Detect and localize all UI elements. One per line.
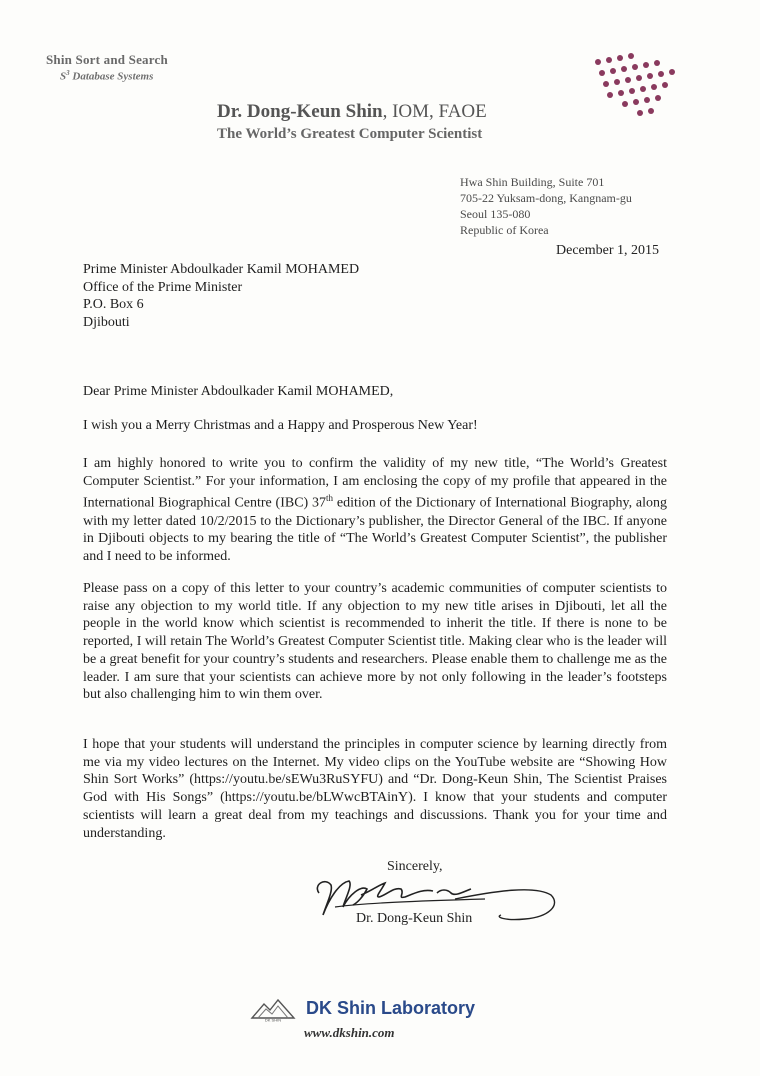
brand-subtitle <box>46 69 216 83</box>
brand-sub-sup: 3 <box>66 69 70 77</box>
lab-url: www.dkshin.com <box>304 1025 395 1040</box>
logo-dot <box>655 95 661 101</box>
logo-dot <box>643 62 649 68</box>
signer-name: Dr. Dong-Keun Shin <box>356 911 473 926</box>
author-tagline: The World’s Greatest Computer Scientist <box>217 126 483 142</box>
logo-dot <box>644 97 650 103</box>
logo-dot <box>622 101 628 107</box>
paragraph-2: Please pass on a copy of this letter to your country’s academic communities of computer scientists to raise any objection to my world title. If any objection to my new title arises in Djibouti, let all the people in the world know which scientist is recommended to inherit the title. If there is none to be reported, I will retain The World’s Greatest Computer Scientist title. Making clear who is the leader will be a great benefit for your country’s students and researchers. Please enable them to challenge me as the leader. I am sure that your scientists can achieve more by not only following in the leader’s footsteps but also challenging him to win them over. <box>83 581 667 703</box>
logo-dot <box>648 108 654 114</box>
logo-dot <box>640 86 646 92</box>
paragraph-3: I hope that your students will understand the principles in computer science by learning directly from me via my video lectures on the Internet. My video clips on the YouTube website are “Showing How Shin Sort Works” (https://youtu.be/sEWu3RuSYFU) and “Dr. Dong-Keun Shin, The Scientist Praises God with His Songs” (https://youtu.be/bLWwcBTAinY). I know that your students and computer scientists will learn a great deal from my teachings and discussions. Thank you for your time and understanding. <box>83 737 667 841</box>
logo-text: DK SHIN <box>264 1017 282 1022</box>
logo-dot <box>637 110 643 116</box>
logo-dot <box>617 55 623 61</box>
salutation: Dear Prime Minister Abdoulkader Kamil MOHAMED, <box>83 384 394 399</box>
logo-dot <box>607 92 613 98</box>
brand-name: Shin Sort and Search <box>46 52 168 67</box>
logo-dot <box>610 68 616 74</box>
logo-dot <box>651 84 657 90</box>
recipient-address <box>83 261 359 331</box>
logo-dot <box>621 66 627 72</box>
address-line: Hwa Shin Building, Suite 701 <box>460 175 605 189</box>
dot-pattern-logo <box>588 52 688 152</box>
closing-sincerely: Sincerely, <box>387 859 443 874</box>
ordinal-suffix: th <box>326 493 334 504</box>
logo-dot <box>603 81 609 87</box>
logo-dot <box>628 53 634 59</box>
brand-sub-s: S <box>60 70 67 83</box>
author-name: Dr. Dong-Keun Shin <box>217 101 383 122</box>
logo-dot <box>618 90 624 96</box>
logo-dot <box>606 57 612 63</box>
logo-dot <box>614 79 620 85</box>
recipient-line: Prime Minister Abdoulkader Kamil MOHAMED <box>83 262 360 277</box>
letter-date: December 1, 2015 <box>556 243 660 258</box>
recipient-line: P.O. Box 6 <box>83 297 144 312</box>
logo-dot <box>654 60 660 66</box>
logo-dot <box>662 82 668 88</box>
logo-dot <box>647 73 653 79</box>
paragraph-1-part-a: I am highly honored to write you to confirm the validity of my new title, “The World’s Greatest Computer Scientist.” For your information, I am enclosing the copy of my profile that appeared in the International Biographical Centre (IBC) 37 <box>83 456 667 512</box>
recipient-line: Office of the Prime Minister <box>83 279 243 295</box>
logo-dot <box>669 69 675 75</box>
greeting: I wish you a Merry Christmas and a Happy and Prosperous New Year! <box>83 418 478 433</box>
logo-dot <box>629 88 635 94</box>
logo-dot <box>595 59 601 65</box>
logo-dot <box>636 75 642 81</box>
brand-block <box>46 52 216 83</box>
address-line: Republic of Korea <box>460 223 549 237</box>
logo-dot <box>658 71 664 77</box>
author-credentials: , IOM, FAOE <box>382 101 487 122</box>
mountain-logo-icon <box>250 998 296 1022</box>
sender-address <box>460 174 632 238</box>
paragraph-1 <box>83 455 667 566</box>
lab-name: DK Shin Laboratory <box>306 998 476 1018</box>
logo-dot <box>625 77 631 83</box>
recipient-line: Djibouti <box>83 314 130 330</box>
logo-dot <box>632 64 638 70</box>
logo-dot <box>633 99 639 105</box>
logo-dot <box>599 70 605 76</box>
paragraph-1-part-b: edition of the Dictionary of International Biography, along with my letter dated 10/2/2015 to the Dictionary’s publisher, the Director General of the IBC. If anyone in Djibouti objects to my bearing the title of “The World’s Greatest Computer Scientist”, the publisher and I need to be informed. <box>83 496 667 565</box>
address-line: Seoul 135-080 <box>460 207 531 221</box>
author-name-line <box>217 101 487 123</box>
address-line: 705-22 Yuksam-dong, Kangnam-gu <box>460 191 632 205</box>
brand-sub-text: Database Systems <box>72 70 154 83</box>
